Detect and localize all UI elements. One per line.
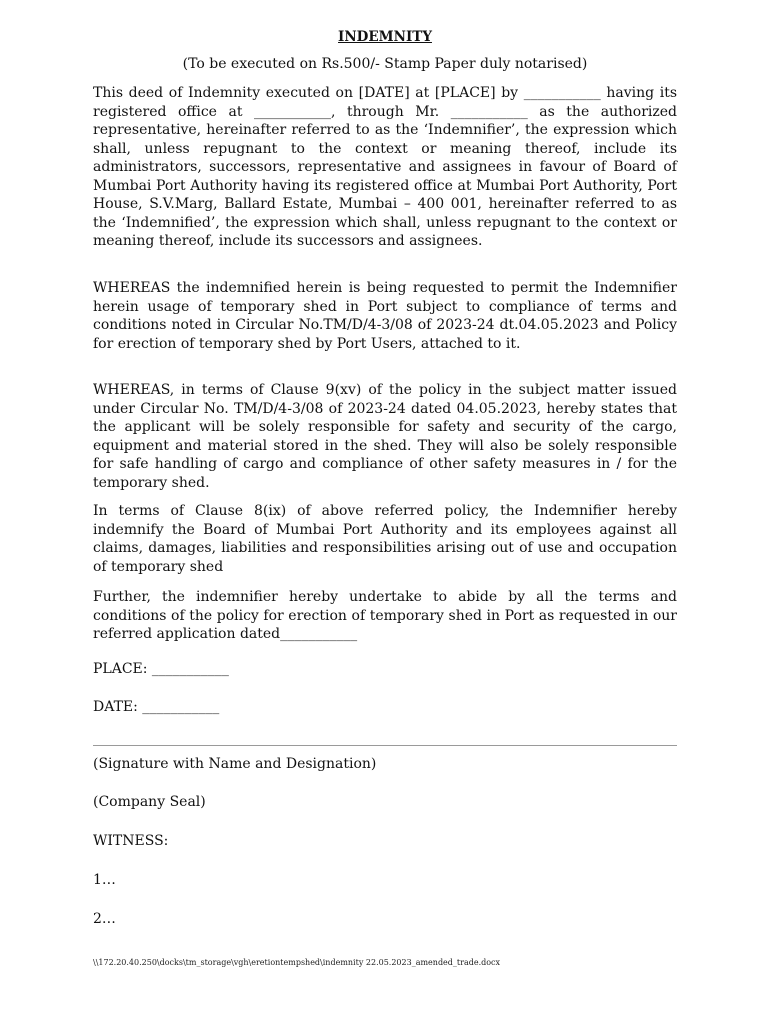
paragraph-whereas-1: WHEREAS the indemnified herein is being requested to permit the Indemnifier herein usage of temporary shed in Port subject to compliance of terms and conditions noted in Circular No.TM/D/4-3/08 of 2023-24 dt.04.05.2023 and Policy for erection of temporary shed by Port Users, attached to it. [93, 280, 677, 352]
paragraph-clause-8: In terms of Clause 8(ix) of above referred policy, the Indemnifier hereby indemnify the Board of Mumbai Port Authority and its employees against all claims, damages, liabilities and responsibilities arising out of use and occupation of temporary shed [93, 503, 677, 575]
footer-file-path: \\172.20.40.250\docks\tm_storage\vgh\eretiontempshed\indemnity 22.05.2023_amended_trade.docx [93, 958, 501, 967]
document-title: INDEMNITY [338, 29, 432, 45]
signature-divider [93, 745, 677, 746]
witness-label: WITNESS: [93, 833, 169, 849]
witness-2: 2… [93, 911, 116, 927]
company-seal-label: (Company Seal) [93, 794, 206, 810]
witness-1: 1… [93, 872, 116, 888]
date-field: DATE: ___________ [93, 699, 220, 715]
signature-label: (Signature with Name and Designation) [93, 756, 377, 772]
paragraph-deed: This deed of Indemnity executed on [DATE] at [PLACE] by ___________ having its registered office at ___________, through Mr. ___________ as the authorized representative, hereinafter referred to as the ‘Indemnifier’, the expression which shall, unless repugnant to the context or meaning thereof, include its administrators, successors, representative and assignees in favour of Board of Mumbai Port Authority having its registered office at Mumbai Port Authority, Port House, S.V.Marg, Ballard Estate, Mumbai – 400 001, hereinafter referred to as the ‘Indemnified’, the expression which shall, unless repugnant to the context or meaning thereof, include its successors and assignees. [93, 85, 677, 249]
paragraph-whereas-2: WHEREAS, in terms of Clause 9(xv) of the policy in the subject matter issued under Circular No. TM/D/4-3/08 of 2023-24 dated 04.05.2023, hereby states that the applicant will be solely responsible for safety and security of the cargo, equipment and material stored in the shed. They will also be solely responsible for safe handling of cargo and compliance of other safety measures in / for the temporary shed. [93, 382, 677, 491]
paragraph-further: Further, the indemnifier hereby undertake to abide by all the terms and conditions of the policy for erection of temporary shed in Port as requested in our referred application dated___________ [93, 589, 677, 642]
document-subtitle: (To be executed on Rs.500/- Stamp Paper duly notarised) [182, 56, 588, 72]
place-field: PLACE: ___________ [93, 661, 229, 677]
